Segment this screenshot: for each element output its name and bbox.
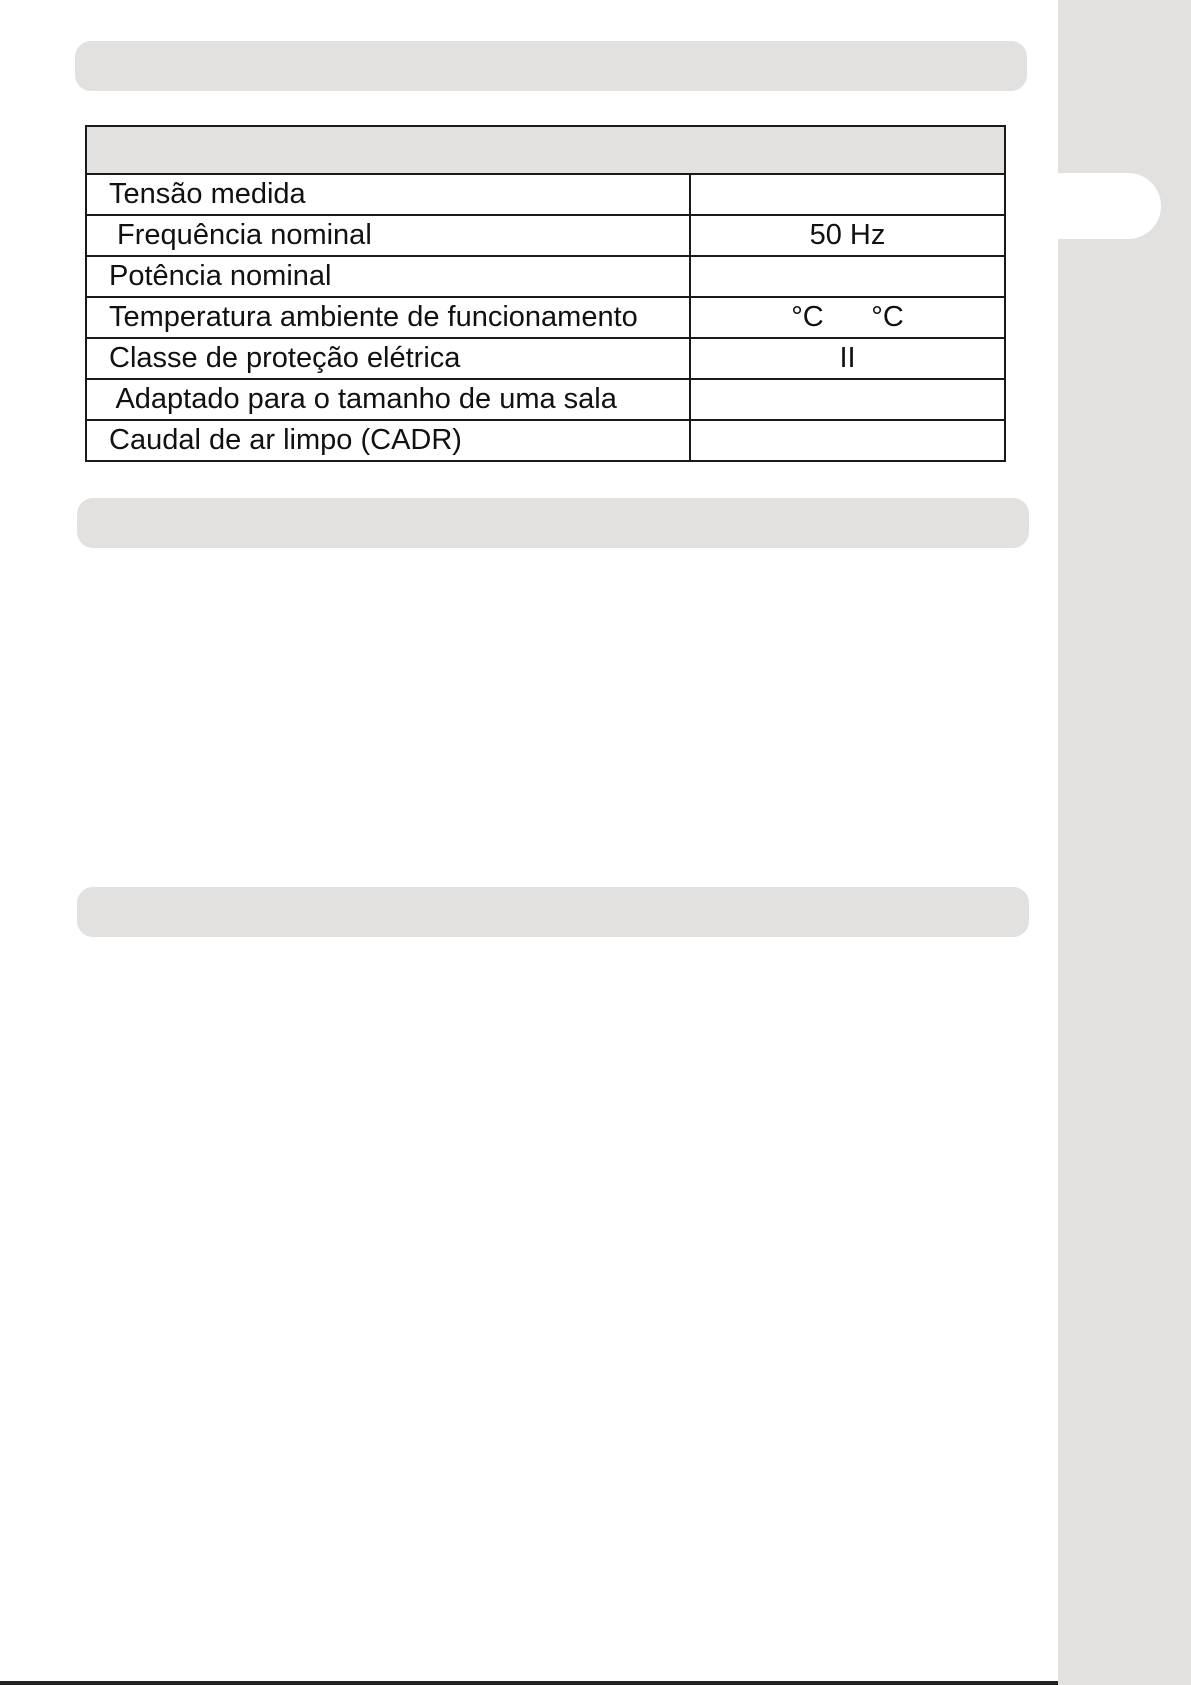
temperature-max-unit: °C <box>871 301 904 333</box>
section-heading-bar-3 <box>77 887 1029 937</box>
spec-value: 50 Hz <box>690 215 1005 256</box>
spec-label: Classe de proteção elétrica <box>86 338 690 379</box>
section-heading-bar-2 <box>77 498 1029 548</box>
spec-value <box>690 379 1005 420</box>
spec-value: II <box>690 338 1005 379</box>
side-chapter-tab <box>1058 173 1161 239</box>
spec-label: Frequência nominal <box>86 215 690 256</box>
spec-label: Caudal de ar limpo (CADR) <box>86 420 690 461</box>
table-row <box>86 420 1005 461</box>
table-row <box>86 256 1005 297</box>
temperature-min-unit: °C <box>791 301 824 333</box>
spec-value <box>690 174 1005 215</box>
spec-table-header-row <box>86 126 1005 174</box>
table-row <box>86 379 1005 420</box>
spec-value <box>690 256 1005 297</box>
table-row <box>86 215 1005 256</box>
table-row <box>86 297 1005 338</box>
spec-label: Tensão medida <box>86 174 690 215</box>
section-heading-bar-1 <box>75 41 1027 91</box>
spec-table-header <box>86 126 1005 174</box>
spec-value-temperature <box>690 297 1005 338</box>
spec-table <box>85 125 1006 462</box>
spec-label: Potência nominal <box>86 256 690 297</box>
bottom-edge-rule <box>0 1681 1058 1685</box>
spec-value <box>690 420 1005 461</box>
table-row <box>86 338 1005 379</box>
table-row <box>86 174 1005 215</box>
side-margin-strip <box>1058 0 1191 1685</box>
spec-label: Temperatura ambiente de funcionamento <box>86 297 690 338</box>
spec-label: Adaptado para o tamanho de uma sala <box>86 379 690 420</box>
